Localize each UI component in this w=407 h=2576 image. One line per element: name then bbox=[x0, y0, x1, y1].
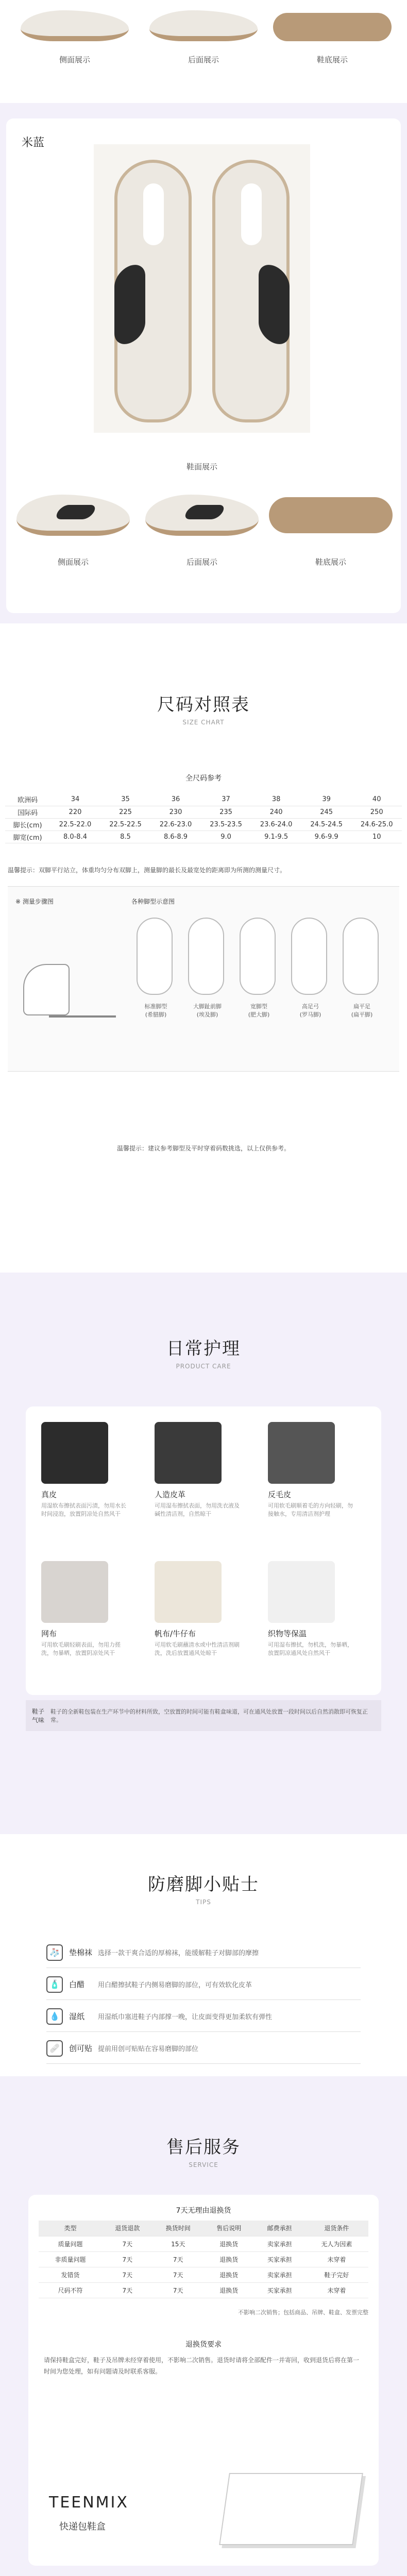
care-item-name: 真皮 bbox=[41, 1490, 57, 1499]
service-section bbox=[0, 2076, 407, 2576]
caption-side: 侧面展示 bbox=[59, 55, 90, 64]
policy-text: 请保持鞋盒完好，鞋子及吊牌未经穿着使用，不影响二次销售。退货时请将全部配件一并寄回，收到退货后将在第一时间为您处理，如有问题请及时联系客服。 bbox=[44, 2357, 360, 2375]
tips-subtitle: TIPS bbox=[196, 1899, 211, 1906]
tip-label: 创可贴 bbox=[69, 2044, 93, 2053]
tip-icon: 🩹 bbox=[46, 2040, 63, 2057]
size-chart-title: 尺码对照表 bbox=[157, 694, 250, 715]
variant-color-name: 米蓝 bbox=[22, 137, 45, 149]
variant-side-image bbox=[16, 495, 130, 536]
tip-icon: 🧦 bbox=[46, 1944, 63, 1961]
care-swatch bbox=[268, 1561, 335, 1623]
shoe-back-image bbox=[149, 10, 258, 41]
service-cell: 退换货 bbox=[204, 2267, 254, 2282]
care-warning-text: 鞋子的全新鞋包装在生产环节中的材料所致，空放置的时间可能有鞋盒味道，可在通风处放置一段时间以后自然消散即可恢复正常。 bbox=[50, 1708, 368, 1723]
size-cell: 22.6-23.0 bbox=[150, 818, 201, 831]
measure-right-title: 各种脚型示意图 bbox=[131, 898, 175, 905]
care-swatch bbox=[268, 1422, 335, 1484]
size-cell: 245 bbox=[301, 806, 352, 818]
measure-panel bbox=[8, 886, 399, 1072]
service-cell: 7天 bbox=[102, 2267, 152, 2282]
caption-top-view: 鞋面展示 bbox=[186, 462, 217, 471]
service-cell: 买家承担 bbox=[254, 2251, 304, 2267]
size-cell: 35 bbox=[100, 793, 151, 806]
size-chart-section bbox=[0, 623, 407, 1273]
box-brand: TEENMIX bbox=[49, 2494, 129, 2512]
tip-row bbox=[46, 2033, 361, 2064]
size-table-title: 全尺码参考 bbox=[185, 774, 222, 783]
service-cell: 退换货 bbox=[204, 2236, 254, 2251]
service-cell: 卖家承担 bbox=[254, 2267, 304, 2282]
service-cell: 7天 bbox=[153, 2282, 204, 2298]
size-cell: 24.5-24.5 bbox=[301, 818, 352, 831]
care-item-desc: 用湿软布擦拭表面污渍，勿用水长时间浸泡，放置阴凉处自然风干 bbox=[41, 1502, 126, 1517]
tip-text: 选择一款干爽合适的厚棉袜，能缓解鞋子对脚部的摩擦 bbox=[98, 1950, 259, 1957]
care-item-name: 人造皮革 bbox=[155, 1490, 186, 1499]
size-cell: 225 bbox=[100, 806, 151, 818]
care-swatch bbox=[41, 1422, 108, 1484]
tip-text: 用白醋擦拭鞋子内侧易磨脚的部位，可有效软化皮革 bbox=[98, 1981, 252, 1989]
box-caption: 快递包鞋盒 bbox=[59, 2521, 106, 2532]
variant-sole-image bbox=[269, 497, 393, 533]
service-cell: 无人为因素 bbox=[305, 2236, 368, 2251]
size-cell: 38 bbox=[251, 793, 301, 806]
foot-type-label: 宽脚型 (肥大脚) bbox=[248, 1003, 270, 1018]
service-header-cell: 退货条件 bbox=[305, 2221, 368, 2236]
service-cell: 7天 bbox=[102, 2251, 152, 2267]
variant-card bbox=[6, 118, 401, 613]
size-cell: 39 bbox=[301, 793, 352, 806]
size-row-label: 脚宽(cm) bbox=[5, 831, 50, 843]
care-warning bbox=[26, 1700, 381, 1731]
service-cell: 发错货 bbox=[39, 2267, 102, 2282]
tip-label: 白醋 bbox=[69, 1980, 85, 1989]
service-table bbox=[39, 2221, 368, 2298]
measure-left-title: ※ 测量步骤图 bbox=[15, 898, 54, 905]
size-cell: 8.6-8.9 bbox=[150, 831, 201, 843]
foot-type-label: 标准脚型 (希腊脚) bbox=[144, 1003, 167, 1018]
measure-step-illustration bbox=[18, 923, 121, 1026]
size-cell: 24.6-25.0 bbox=[351, 818, 402, 831]
care-swatch bbox=[155, 1561, 222, 1623]
size-cell: 230 bbox=[150, 806, 201, 818]
variant-caption-side: 侧面展示 bbox=[57, 557, 89, 567]
service-subtitle: SERVICE bbox=[189, 2161, 218, 2168]
care-item-name: 反毛皮 bbox=[268, 1490, 292, 1499]
size-cell: 22.5-22.0 bbox=[50, 818, 100, 831]
care-item-desc: 可用软毛刷顺着毛的方向轻刷，勿接触水，专用清洁剂护理 bbox=[268, 1502, 353, 1517]
service-title: 售后服务 bbox=[166, 2137, 241, 2158]
foot-type-label: 扁平足 (扁平脚) bbox=[351, 1003, 373, 1018]
size-cell: 250 bbox=[351, 806, 402, 818]
size-cell: 240 bbox=[251, 806, 301, 818]
foot-type-icon bbox=[137, 918, 173, 995]
care-item-desc: 可用软毛刷轻刷表面，勿用力搓洗，勿暴晒，放置阴凉处风干 bbox=[41, 1641, 121, 1656]
care-item-name: 织物等保温 bbox=[268, 1629, 307, 1638]
shoe-sole-image bbox=[273, 13, 392, 41]
size-cell: 9.1-9.5 bbox=[251, 831, 301, 843]
foot-type-icon bbox=[240, 918, 276, 995]
foot-type-label: 大脚趾前脚 (埃及脚) bbox=[193, 1003, 222, 1018]
foot-type-icon bbox=[291, 918, 327, 995]
foot-type-icon bbox=[343, 918, 379, 995]
service-cell: 质量问题 bbox=[39, 2236, 102, 2251]
care-item-desc: 可用湿布擦拭表面，勿用洗衣液及碱性清洁剂，自然晾干 bbox=[155, 1502, 240, 1517]
care-item-name: 网布 bbox=[41, 1629, 57, 1638]
care-swatch bbox=[155, 1422, 222, 1484]
service-cell: 7天 bbox=[102, 2236, 152, 2251]
service-header-cell: 换货时间 bbox=[153, 2221, 204, 2236]
tip-text: 用湿纸巾塞进鞋子内部撑一晚，让皮面变得更加柔软有弹性 bbox=[98, 2013, 273, 2021]
caption-sole: 鞋底展示 bbox=[316, 55, 348, 64]
service-cell: 7天 bbox=[102, 2282, 152, 2298]
service-header-cell: 邮费承担 bbox=[254, 2221, 304, 2236]
tip-label: 垫棉袜 bbox=[69, 1948, 93, 1957]
care-item-name: 帆布/牛仔布 bbox=[155, 1629, 196, 1638]
size-cell: 8.5 bbox=[100, 831, 151, 843]
size-cell: 10 bbox=[351, 831, 402, 843]
service-cell: 7天 bbox=[153, 2251, 204, 2267]
service-cell: 尺码不符 bbox=[39, 2282, 102, 2298]
size-row-label: 国际码 bbox=[5, 806, 50, 818]
foot-types bbox=[131, 918, 394, 1067]
service-cell: 非质量问题 bbox=[39, 2251, 102, 2267]
service-cell: 未穿着 bbox=[305, 2251, 368, 2267]
service-row bbox=[39, 2236, 368, 2251]
size-cell: 9.0 bbox=[201, 831, 251, 843]
size-cell: 36 bbox=[150, 793, 201, 806]
size-table bbox=[5, 793, 402, 843]
size-cell: 40 bbox=[351, 793, 402, 806]
size-cell: 22.5-22.5 bbox=[100, 818, 151, 831]
care-subtitle: PRODUCT CARE bbox=[176, 1363, 231, 1370]
variant-back-image bbox=[145, 495, 259, 536]
service-row bbox=[39, 2282, 368, 2298]
service-cell: 7天 bbox=[153, 2267, 204, 2282]
service-cell: 鞋子完好 bbox=[305, 2267, 368, 2282]
shoe-box-image bbox=[219, 2473, 363, 2545]
size-row-label: 欧洲码 bbox=[5, 793, 50, 806]
foot-type-label: 高足弓 (罗马脚) bbox=[299, 1003, 321, 1018]
service-cell: 退换货 bbox=[204, 2251, 254, 2267]
size-row bbox=[5, 806, 402, 818]
size-row bbox=[5, 818, 402, 831]
size-row bbox=[5, 793, 402, 806]
size-note: 温馨提示：双脚平行站立，体重均匀分布双脚上，测量脚的最长及最宽处的距离即为所测的测量尺寸。 bbox=[8, 867, 286, 874]
care-section bbox=[0, 1273, 407, 1834]
variant-caption-back: 后面展示 bbox=[186, 557, 217, 567]
size-row bbox=[5, 831, 402, 843]
tip-icon: 💧 bbox=[46, 2008, 63, 2025]
service-card bbox=[28, 2195, 379, 2566]
service-cell: 未穿着 bbox=[305, 2282, 368, 2298]
measure-note: 温馨提示：建议参考脚型及平时穿着码数挑选，以上仅供参考。 bbox=[116, 1145, 290, 1152]
service-cell: 15天 bbox=[153, 2236, 204, 2251]
service-cell: 退换货 bbox=[204, 2282, 254, 2298]
left-shoe bbox=[114, 160, 192, 422]
policy-title: 退换货要求 bbox=[185, 2341, 222, 2349]
top-view-shoes bbox=[94, 144, 310, 433]
tip-row bbox=[46, 2001, 361, 2032]
service-cell: 买家承担 bbox=[254, 2282, 304, 2298]
service-side-note: 不影响二次销售；包括商品、吊牌、鞋盒、发票完整 bbox=[238, 2309, 368, 2316]
size-cell: 23.6-24.0 bbox=[251, 818, 301, 831]
tip-icon: 🧴 bbox=[46, 1976, 63, 1993]
size-cell: 8.0-8.4 bbox=[50, 831, 100, 843]
top-strip bbox=[0, 0, 407, 103]
service-table-title: 7天无理由退换货 bbox=[176, 2207, 231, 2215]
right-shoe bbox=[212, 160, 290, 422]
size-cell: 220 bbox=[50, 806, 100, 818]
care-card bbox=[26, 1406, 381, 1695]
tip-row bbox=[46, 1937, 361, 1968]
care-item-desc: 可用湿布擦拭，勿机洗，勿暴晒，放置阴凉通风处自然风干 bbox=[268, 1641, 353, 1656]
size-row-label: 脚长(cm) bbox=[5, 818, 50, 831]
tip-text: 提前用创可贴贴在容易磨脚的部位 bbox=[98, 2045, 199, 2053]
size-cell: 37 bbox=[201, 793, 251, 806]
size-cell: 23.5-23.5 bbox=[201, 818, 251, 831]
size-cell: 9.6-9.9 bbox=[301, 831, 352, 843]
size-chart-subtitle: SIZE CHART bbox=[182, 719, 225, 726]
size-cell: 34 bbox=[50, 793, 100, 806]
foot-type-icon bbox=[188, 918, 224, 995]
shoe-side-image bbox=[21, 10, 129, 41]
service-header-cell: 类型 bbox=[39, 2221, 102, 2236]
size-cell: 235 bbox=[201, 806, 251, 818]
tip-label: 湿纸 bbox=[69, 2012, 85, 2021]
tips-title: 防磨脚小贴士 bbox=[148, 1874, 259, 1895]
service-header-cell: 退货退款 bbox=[102, 2221, 152, 2236]
care-swatch bbox=[41, 1561, 108, 1623]
service-row bbox=[39, 2267, 368, 2282]
care-title: 日常护理 bbox=[166, 1338, 241, 1359]
variant-section bbox=[0, 103, 407, 623]
tip-row bbox=[46, 1969, 361, 2000]
service-header-cell: 售后说明 bbox=[204, 2221, 254, 2236]
tips-section bbox=[0, 1834, 407, 2076]
service-row bbox=[39, 2251, 368, 2267]
variant-caption-sole: 鞋底展示 bbox=[315, 557, 346, 567]
caption-back: 后面展示 bbox=[188, 55, 219, 64]
care-warning-label: 鞋子 气味 bbox=[32, 1708, 45, 1724]
care-item-desc: 可用软毛刷蘸清水或中性清洁剂刷洗，洗后放置通风处晾干 bbox=[155, 1641, 240, 1656]
service-cell: 卖家承担 bbox=[254, 2236, 304, 2251]
